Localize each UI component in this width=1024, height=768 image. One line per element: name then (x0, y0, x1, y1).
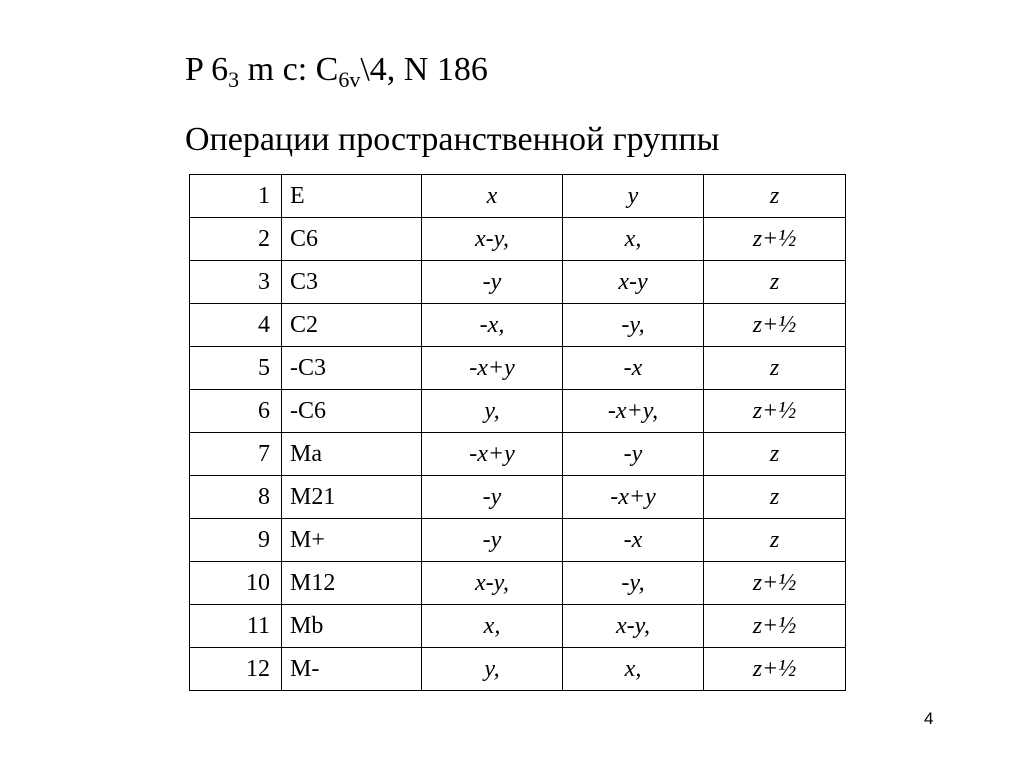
x-coordinate-cell: -y (422, 261, 563, 304)
z-coordinate-cell: z+½ (704, 304, 846, 347)
row-number-cell: 7 (190, 433, 282, 476)
table-row (190, 175, 846, 218)
z-coordinate-cell: z (704, 175, 846, 218)
row-number-cell: 3 (190, 261, 282, 304)
x-coordinate-cell: x (422, 175, 563, 218)
title-prefix: P 6 (185, 51, 229, 88)
table-row (190, 261, 846, 304)
operation-symbol-cell: -C3 (282, 347, 422, 390)
y-coordinate-cell: -x+y, (563, 390, 704, 433)
operation-symbol-cell: M- (282, 648, 422, 691)
y-coordinate-cell: x, (563, 218, 704, 261)
x-coordinate-cell: -x+y (422, 433, 563, 476)
title-suffix: \4, N 186 (360, 51, 488, 88)
symmetry-operations-table (189, 174, 846, 691)
x-coordinate-cell: -y (422, 519, 563, 562)
row-number-cell: 6 (190, 390, 282, 433)
z-coordinate-cell: z (704, 476, 846, 519)
operation-symbol-cell: C2 (282, 304, 422, 347)
operation-symbol-cell: E (282, 175, 422, 218)
slide-title (185, 48, 488, 92)
z-coordinate-cell: z (704, 347, 846, 390)
row-number-cell: 4 (190, 304, 282, 347)
table-row (190, 304, 846, 347)
table-row (190, 648, 846, 691)
x-coordinate-cell: -y (422, 476, 563, 519)
y-coordinate-cell: -x (563, 519, 704, 562)
title-middle: m c: C (239, 51, 339, 88)
symmetry-operations-body (190, 175, 846, 691)
operation-symbol-cell: M21 (282, 476, 422, 519)
x-coordinate-cell: y, (422, 648, 563, 691)
y-coordinate-cell: -y, (563, 562, 704, 605)
y-coordinate-cell: y (563, 175, 704, 218)
page-number: 4 (924, 709, 934, 728)
z-coordinate-cell: z+½ (704, 605, 846, 648)
y-coordinate-cell: -y (563, 433, 704, 476)
operation-symbol-cell: C3 (282, 261, 422, 304)
title-subscript-pointgroup: 6v (338, 67, 361, 92)
x-coordinate-cell: -x+y (422, 347, 563, 390)
table-row (190, 605, 846, 648)
y-coordinate-cell: -x (563, 347, 704, 390)
row-number-cell: 9 (190, 519, 282, 562)
row-number-cell: 5 (190, 347, 282, 390)
operation-symbol-cell: C6 (282, 218, 422, 261)
row-number-cell: 1 (190, 175, 282, 218)
y-coordinate-cell: x, (563, 648, 704, 691)
table-row (190, 476, 846, 519)
row-number-cell: 10 (190, 562, 282, 605)
table-row (190, 347, 846, 390)
y-coordinate-cell: -x+y (563, 476, 704, 519)
row-number-cell: 8 (190, 476, 282, 519)
table-row (190, 433, 846, 476)
operation-symbol-cell: M12 (282, 562, 422, 605)
row-number-cell: 2 (190, 218, 282, 261)
z-coordinate-cell: z+½ (704, 562, 846, 605)
operation-symbol-cell: M+ (282, 519, 422, 562)
x-coordinate-cell: x, (422, 605, 563, 648)
z-coordinate-cell: z (704, 261, 846, 304)
x-coordinate-cell: x-y, (422, 218, 563, 261)
z-coordinate-cell: z+½ (704, 390, 846, 433)
y-coordinate-cell: -y, (563, 304, 704, 347)
row-number-cell: 11 (190, 605, 282, 648)
x-coordinate-cell: y, (422, 390, 563, 433)
z-coordinate-cell: z (704, 433, 846, 476)
operation-symbol-cell: -C6 (282, 390, 422, 433)
slide-subtitle: Операции пространственной группы (185, 121, 720, 158)
x-coordinate-cell: x-y, (422, 562, 563, 605)
title-subscript-screw: 3 (228, 67, 240, 92)
y-coordinate-cell: x-y, (563, 605, 704, 648)
row-number-cell: 12 (190, 648, 282, 691)
table-row (190, 218, 846, 261)
z-coordinate-cell: z (704, 519, 846, 562)
z-coordinate-cell: z+½ (704, 218, 846, 261)
table-row (190, 390, 846, 433)
x-coordinate-cell: -x, (422, 304, 563, 347)
operation-symbol-cell: Ma (282, 433, 422, 476)
table-row (190, 519, 846, 562)
y-coordinate-cell: x-y (563, 261, 704, 304)
z-coordinate-cell: z+½ (704, 648, 846, 691)
table-row (190, 562, 846, 605)
operation-symbol-cell: Mb (282, 605, 422, 648)
